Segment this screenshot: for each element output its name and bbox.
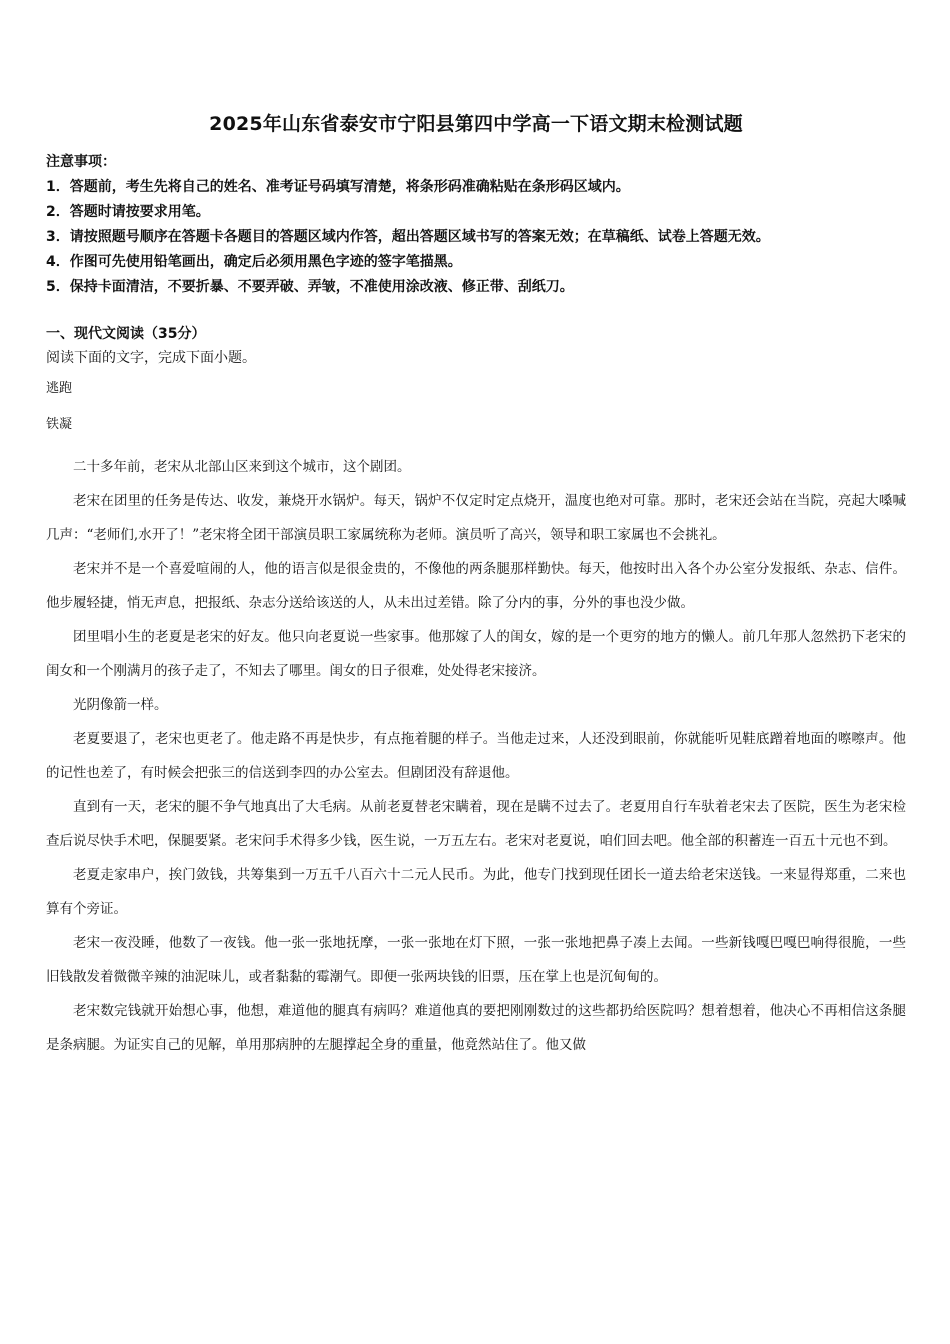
notice-block [46, 150, 906, 300]
reading-instruction: 阅读下面的文字，完成下面小题。 [46, 350, 256, 366]
paragraph: 直到有一天，老宋的腿不争气地真出了大毛病。从前老夏替老宋瞒着，现在是瞒不过去了。老夏用自行车驮着老宋去了医院，医生为老宋检查后说尽快手术吧，保腿要紧。老宋问手术得多少钱，医生说，一万五左右。老宋对老夏说，咱们回去吧。他全部的积蓄连一百五十元也不到。 [46, 799, 906, 849]
paragraph: 老宋在团里的任务是传达、收发，兼烧开水锅炉。每天，锅炉不仅定时定点烧开，温度也绝对可靠。那时，老宋还会站在当院，亮起大嗓喊几声：“老师们,水开了！”老宋将全团干部演员职工家属统称为老师。演员听了高兴，领导和职工家属也不会挑礼。 [46, 493, 906, 543]
notice-item-3: 3．请按照题号顺序在答题卡各题目的答题区域内作答，超出答题区域书写的答案无效；在草稿纸、试卷上答题无效。 [46, 229, 770, 245]
paragraph: 老宋并不是一个喜爱喧闹的人，他的语言似是很金贵的，不像他的两条腿那样勤快。每天，他按时出入各个办公室分发报纸、杂志、信件。他步履轻捷，悄无声息，把报纸、杂志分送给该送的人，从未出过差错。除了分内的事，分外的事也没少做。 [46, 561, 906, 611]
story-body [46, 450, 906, 1062]
exam-title: 2025年山东省泰安市宁阳县第四中学高一下语文期末检测试题 [209, 113, 743, 135]
notice-item-4: 4．作图可先使用铅笔画出，确定后必须用黑色字迹的签字笔描黑。 [46, 254, 462, 270]
story-title: 逃跑 [46, 381, 73, 396]
notice-item-5: 5．保持卡面清洁，不要折暴、不要弄破、弄皱，不准使用涂改液、修正带、刮纸刀。 [46, 279, 574, 295]
paragraph: 光阴像箭一样。 [73, 697, 168, 713]
paragraph: 老宋数完钱就开始想心事，他想，难道他的腿真有病吗？难道他真的要把刚刚数过的这些都扔给医院吗？想着想着，他决心不再相信这条腿是条病腿。为证实自己的见解，单用那病肿的左腿撑起全身的重量，他竟然站住了。他又做 [46, 1003, 906, 1053]
paragraph: 二十多年前，老宋从北部山区来到这个城市，这个剧团。 [73, 459, 411, 475]
story-author: 铁凝 [46, 417, 73, 432]
notice-item-2: 2．答题时请按要求用笔。 [46, 204, 210, 220]
paragraph: 老夏走家串户，挨门敛钱，共筹集到一万五千八百六十二元人民币。为此，他专门找到现任团长一道去给老宋送钱。一来显得郑重，二来也算有个旁证。 [46, 867, 906, 917]
notice-heading: 注意事项： [46, 154, 116, 170]
exam-page [46, 110, 906, 1062]
notice-item-1: 1．答题前，考生先将自己的姓名、准考证号码填写清楚，将条形码准确粘贴在条形码区域内。 [46, 179, 630, 195]
paragraph: 老夏要退了，老宋也更老了。他走路不再是快步，有点拖着腿的样子。当他走过来，人还没到眼前，你就能听见鞋底蹭着地面的嚓嚓声。他的记性也差了，有时候会把张三的信送到李四的办公室去。但剧团没有辞退他。 [46, 731, 906, 781]
paragraph: 团里唱小生的老夏是老宋的好友。他只向老夏说一些家事。他那嫁了人的闺女，嫁的是一个更穷的地方的懒人。前几年那人忽然扔下老宋的闺女和一个刚满月的孩子走了，不知去了哪里。闺女的日子很难，处处得老宋接济。 [46, 629, 906, 679]
paragraph: 老宋一夜没睡，他数了一夜钱。他一张一张地抚摩，一张一张地在灯下照，一张一张地把鼻子凑上去闻。一些新钱嘎巴嘎巴响得很脆，一些旧钱散发着微微辛辣的油泥味儿，或者黏黏的霉潮气。即便一张两块钱的旧票，压在掌上也是沉甸甸的。 [46, 935, 906, 985]
section-heading: 一、现代文阅读（35分） [46, 326, 206, 342]
